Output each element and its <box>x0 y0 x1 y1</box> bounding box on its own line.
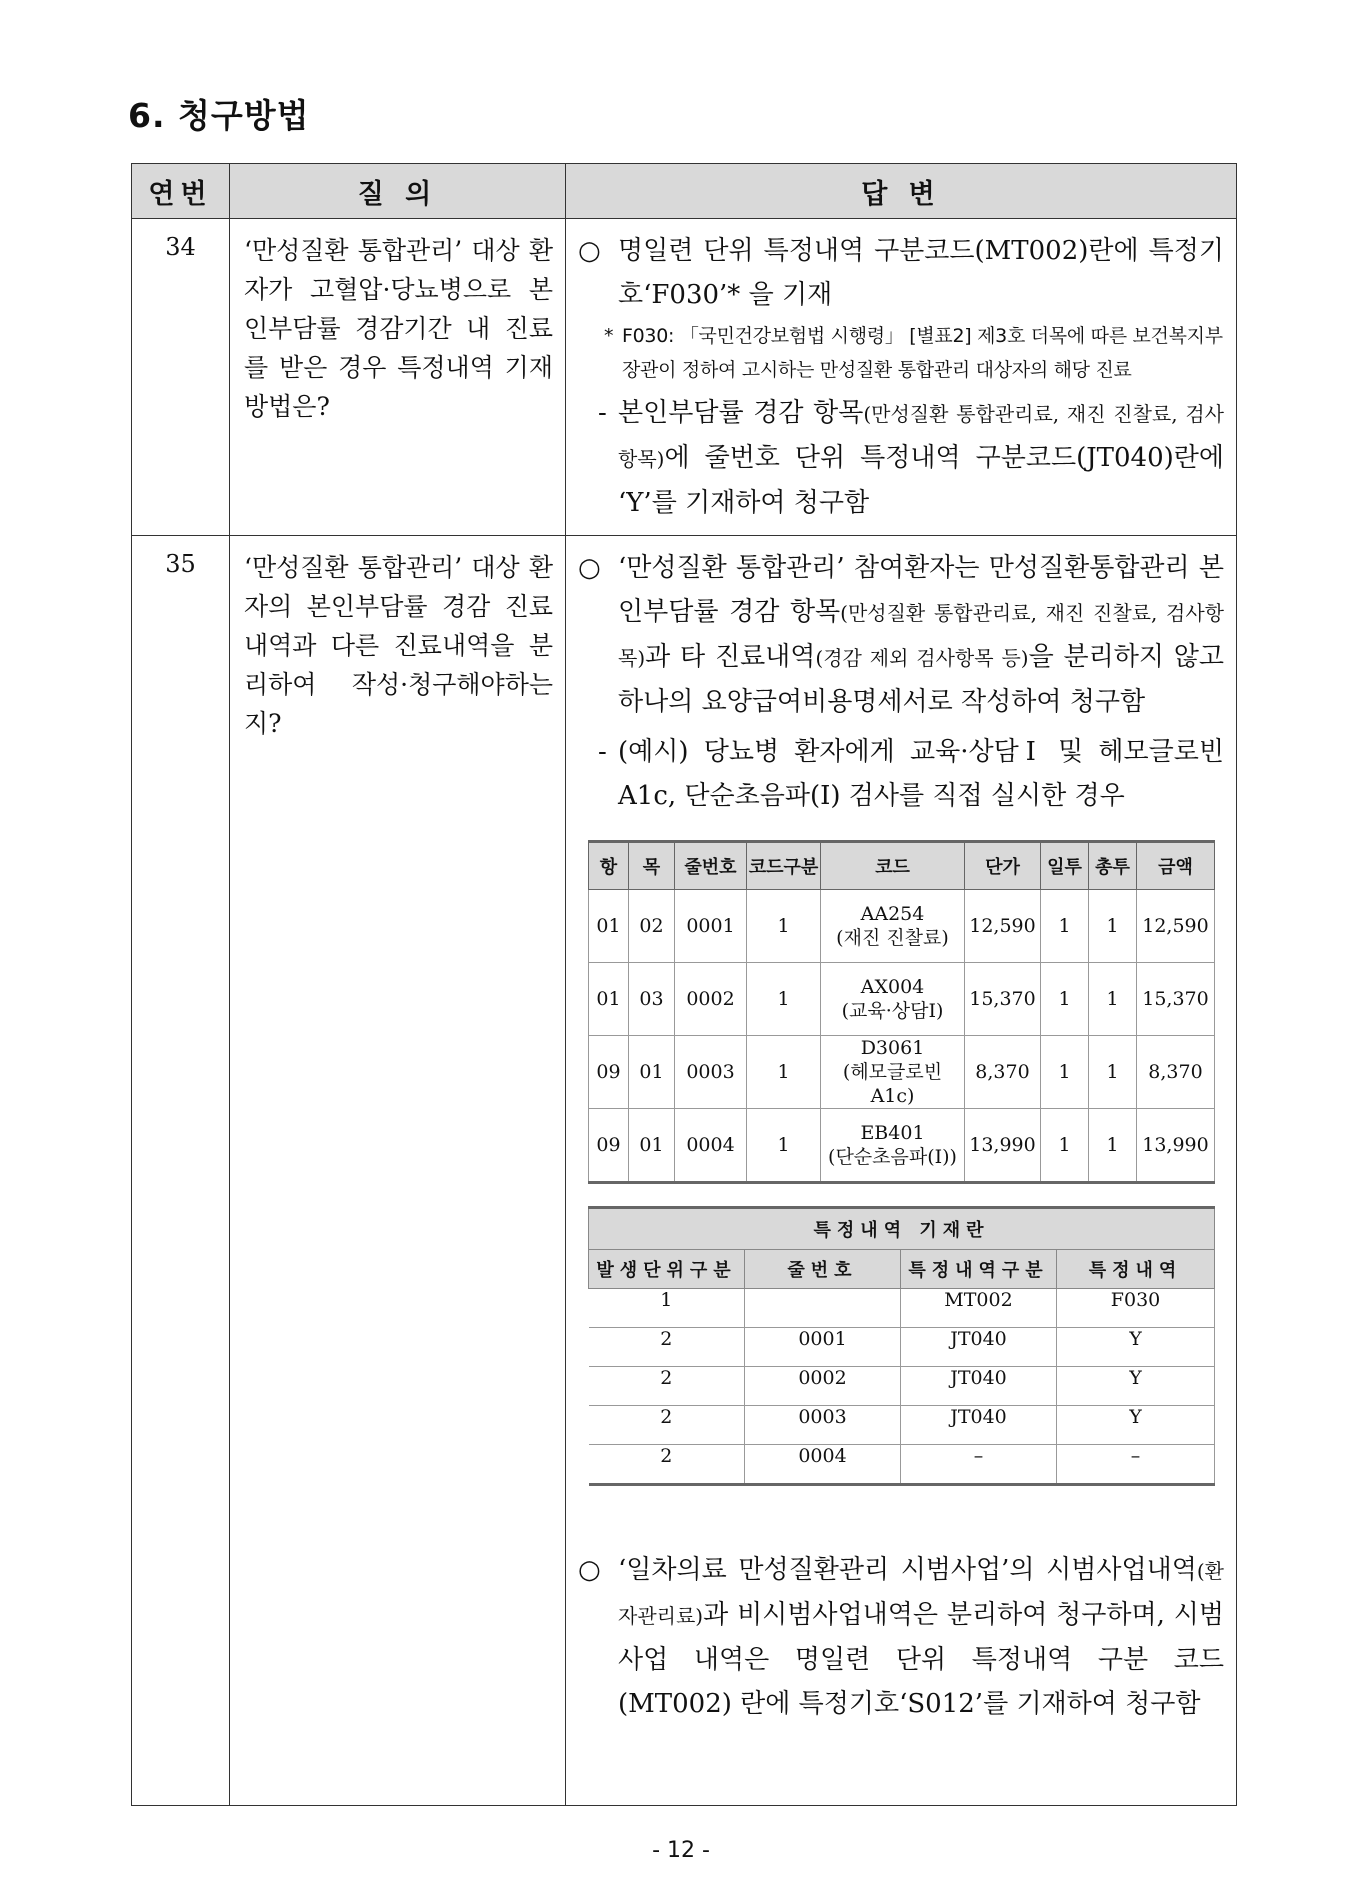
cell-daily: 1 <box>1041 963 1089 1036</box>
cell-mok: 02 <box>629 890 675 963</box>
circle-bullet-icon: ○ <box>578 1555 601 1585</box>
qa-row-35 <box>132 536 1237 1806</box>
sub-text-a: 본인부담률 경감 항목 <box>618 398 864 428</box>
bullet2-small: (환자관리료) <box>618 1559 1224 1628</box>
cell-kind: – <box>901 1445 1057 1485</box>
code-name: (재진 진찰료) <box>836 927 949 949</box>
header-question: 질 의 <box>230 164 566 219</box>
cell-line: 0003 <box>675 1036 747 1109</box>
cell-code <box>821 963 965 1036</box>
cell-code <box>821 1109 965 1183</box>
cell-mok: 03 <box>629 963 675 1036</box>
cell-daily: 1 <box>1041 1036 1089 1109</box>
cell-daily: 1 <box>1041 890 1089 963</box>
section-title: 6. 청구방법 <box>128 96 310 135</box>
cell-line: 0001 <box>745 1328 901 1367</box>
special-header-row <box>589 1250 1215 1289</box>
special-row <box>589 1289 1215 1328</box>
claim-table <box>588 840 1215 1184</box>
code-value: AX004 <box>860 976 925 998</box>
cell-amount: 13,990 <box>1137 1109 1215 1183</box>
b1-text-b: (만성질환 통합관리료, 재진 진찰료, 검사항목) <box>618 601 1224 670</box>
cell-kind: JT040 <box>901 1367 1057 1406</box>
cell-amount: 12,590 <box>1137 890 1215 963</box>
special-details-table <box>588 1206 1215 1486</box>
header-answer: 답 변 <box>566 164 1237 219</box>
answer-cell <box>566 536 1237 1806</box>
qa-header-row <box>132 164 1237 219</box>
page-number: - 12 - <box>652 1838 710 1863</box>
claim-row <box>589 963 1215 1036</box>
cell-price: 13,990 <box>965 1109 1041 1183</box>
example-text: (예시) 당뇨병 환자에게 교육·상담Ⅰ 및 헤모글로빈A1c, 단순초음파(Ⅰ) 검사를 직접 실시한 경우 <box>618 737 1224 811</box>
claim-header: 총투 <box>1089 842 1137 890</box>
special-row <box>589 1367 1215 1406</box>
code-value: EB401 <box>860 1122 925 1144</box>
cell-line <box>745 1289 901 1328</box>
cell-hang: 09 <box>589 1036 629 1109</box>
special-row <box>589 1406 1215 1445</box>
cell-total: 1 <box>1089 1036 1137 1109</box>
claim-header: 금액 <box>1137 842 1215 890</box>
special-header: 특정내역 <box>1057 1250 1215 1289</box>
claim-header: 일투 <box>1041 842 1089 890</box>
row-number: 35 <box>132 536 230 1806</box>
code-value: D3061 <box>860 1037 925 1059</box>
cell-amount: 15,370 <box>1137 963 1215 1036</box>
cell-line: 0001 <box>675 890 747 963</box>
cell-mok: 01 <box>629 1036 675 1109</box>
cell-line: 0002 <box>675 963 747 1036</box>
claim-header-row <box>589 842 1215 890</box>
claim-row <box>589 1109 1215 1183</box>
cell-daily: 1 <box>1041 1109 1089 1183</box>
cell-hang: 01 <box>589 963 629 1036</box>
special-row <box>589 1445 1215 1485</box>
cell-kind: JT040 <box>901 1328 1057 1367</box>
code-value: AA254 <box>860 903 925 925</box>
answer-bullet-2 <box>578 1548 1224 1726</box>
qa-row-34 <box>132 219 1237 536</box>
cell-hang: 01 <box>589 890 629 963</box>
claim-header: 코드구분 <box>747 842 821 890</box>
cell-value: – <box>1057 1445 1215 1485</box>
cell-unit: 2 <box>589 1406 745 1445</box>
cell-price: 12,590 <box>965 890 1041 963</box>
b1-text-a: ‘만성질환 통합관리’ 참여환자는 만성질환통합관리 본인부담률 경감 항목 <box>618 553 1224 627</box>
code-name: (헤모글로빈A1c) <box>842 1061 943 1107</box>
cell-unit: 1 <box>589 1289 745 1328</box>
special-caption: 특정내역 기재란 <box>589 1208 1215 1250</box>
bullet2-rest: 과 비시범사업내역은 분리하여 청구하며, 시범사업 내역은 명일련 단위 특정내역 구분 코드(MT002) 란에 특정기호‘S012’를 기재하여 청구함 <box>618 1600 1224 1719</box>
cell-value: Y <box>1057 1328 1215 1367</box>
cell-kind: MT002 <box>901 1289 1057 1328</box>
qa-table <box>131 163 1237 1806</box>
sub-text-c: 에 줄번호 단위 특정내역 구분코드(JT040)란에 ‘Y’를 기재하여 청구함 <box>618 443 1224 518</box>
cell-line: 0002 <box>745 1367 901 1406</box>
answer-bullet <box>578 229 1224 317</box>
dash-icon: - <box>598 398 607 428</box>
cell-total: 1 <box>1089 1109 1137 1183</box>
answer-sub-item <box>578 730 1224 818</box>
footnote-text: F030: 「국민건강보험법 시행령」 [별표2] 제3호 더목에 따른 보건복지부장관이 정하여 고시하는 만성질환 통합관리 대상자의 해당 진료 <box>622 325 1223 381</box>
claim-header: 항 <box>589 842 629 890</box>
cell-unit: 2 <box>589 1328 745 1367</box>
header-num: 연번 <box>132 164 230 219</box>
row-number: 34 <box>132 219 230 536</box>
answer-cell <box>566 219 1237 536</box>
cell-kind: JT040 <box>901 1406 1057 1445</box>
answer-footnote <box>578 319 1224 387</box>
b1-text-e: 을 분리하지 않고 하나의 요양급여비용명세서로 작성하여 청구함 <box>618 642 1225 717</box>
cell-total: 1 <box>1089 890 1137 963</box>
claim-header: 단가 <box>965 842 1041 890</box>
code-name: (단순초음파(Ⅰ)) <box>828 1146 957 1168</box>
circle-bullet-icon: ○ <box>578 553 601 583</box>
special-header: 줄번호 <box>745 1250 901 1289</box>
special-row <box>589 1328 1215 1367</box>
sub-text-b: (만성질환 통합관리료, 재진 진찰료, 검사항목) <box>618 402 1224 471</box>
claim-row <box>589 890 1215 963</box>
cell-mok: 01 <box>629 1109 675 1183</box>
cell-line: 0004 <box>745 1445 901 1485</box>
cell-price: 15,370 <box>965 963 1041 1036</box>
question-text: ‘만성질환 통합관리’ 대상 환자가 고혈압·당뇨병으로 본인부담률 경감기간 내 진료를 받은 경우 특정내역 기재 방법은? <box>230 219 566 536</box>
special-header: 발생단위구분 <box>589 1250 745 1289</box>
cell-code <box>821 890 965 963</box>
claim-header: 목 <box>629 842 675 890</box>
asterisk-icon: * <box>604 325 614 347</box>
question-text: ‘만성질환 통합관리’ 대상 환자의 본인부담률 경감 진료내역과 다른 진료내역을 분리하여 작성·청구해야하는지? <box>230 536 566 1806</box>
special-header: 특정내역구분 <box>901 1250 1057 1289</box>
cell-unit: 2 <box>589 1367 745 1406</box>
cell-hang: 09 <box>589 1109 629 1183</box>
b1-text-d: (경감 제외 검사항목 등) <box>815 646 1029 670</box>
code-name: (교육·상담Ⅰ) <box>841 1000 944 1022</box>
bullet2-text: ‘일차의료 만성질환관리 시범사업’의 시범사업내역 <box>618 1555 1197 1585</box>
cell-amount: 8,370 <box>1137 1036 1215 1109</box>
dash-icon: - <box>598 737 607 767</box>
answer-bullet <box>578 546 1224 724</box>
cell-total: 1 <box>1089 963 1137 1036</box>
cell-unit: 2 <box>589 1445 745 1485</box>
cell-type: 1 <box>747 1036 821 1109</box>
b1-text-c: 과 타 진료내역 <box>645 642 816 672</box>
cell-line: 0004 <box>675 1109 747 1183</box>
cell-price: 8,370 <box>965 1036 1041 1109</box>
cell-type: 1 <box>747 1109 821 1183</box>
cell-type: 1 <box>747 963 821 1036</box>
cell-line: 0003 <box>745 1406 901 1445</box>
answer-sub-item <box>578 391 1224 525</box>
cell-value: Y <box>1057 1367 1215 1406</box>
special-caption-row <box>589 1208 1215 1250</box>
claim-header: 코드 <box>821 842 965 890</box>
cell-type: 1 <box>747 890 821 963</box>
claim-header: 줄번호 <box>675 842 747 890</box>
answer-bullet-text: 명일련 단위 특정내역 구분코드(MT002)란에 특정기호‘F030’* 을 기재 <box>618 236 1224 310</box>
cell-value: F030 <box>1057 1289 1215 1328</box>
cell-code <box>821 1036 965 1109</box>
cell-value: Y <box>1057 1406 1215 1445</box>
claim-row <box>589 1036 1215 1109</box>
circle-bullet-icon: ○ <box>578 236 601 266</box>
